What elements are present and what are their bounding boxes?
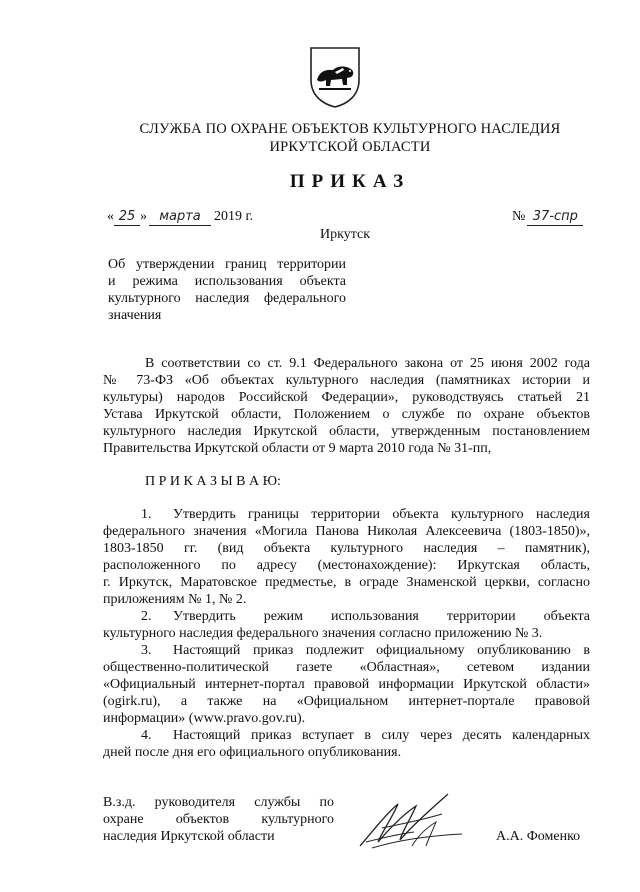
item-3-line-2: общественно-политической газете «Областная», сетевом издании [103, 660, 590, 675]
subject-line-2: и режима использования объекта [108, 274, 346, 289]
item-3-line-5: информации» (www.pravo.gov.ru). [103, 711, 306, 726]
orders-heading: П Р И К А З Ы В А Ю: [145, 474, 281, 489]
date-day-handwritten: 25 [114, 208, 140, 226]
preamble-paragraph [103, 355, 590, 457]
document-type-title: ПРИКАЗ [289, 171, 411, 192]
preamble-line-6: Правительства Иркутской области от 9 марта 2010 года № 31-пп, [103, 441, 492, 456]
organization-name-line1: СЛУЖБА ПО ОХРАНЕ ОБЪЕКТОВ КУЛЬТУРНОГО НАСЛЕДИЯ [139, 121, 561, 137]
item-1-number: 1. [141, 507, 152, 522]
document-subject [108, 256, 346, 324]
item-4-line-1: Настоящий приказ вступает в силу через десять календарных [173, 728, 590, 743]
item-4-number: 4. [141, 728, 152, 743]
item-1-line-2: федерального значения «Могила Панова Николая Алексеевича (1803-1850)», [103, 524, 590, 539]
coat-of-arms-emblem [307, 44, 363, 108]
position-line-3: наследия Иркутской области [103, 829, 275, 844]
position-line-2: охране объектов культурного [103, 812, 334, 827]
document-number [512, 208, 583, 226]
item-3-number: 3. [141, 643, 152, 658]
item-2-line-1: Утвердить режим использования территории объекта [173, 609, 590, 624]
item-3-line-1: Настоящий приказ подлежит официальному опубликованию в [173, 643, 590, 658]
item-3-line-4: (ogirk.ru), а также на «Официальном интернет-портале правовой [103, 694, 590, 709]
item-1-line-5: г. Иркутск, Маратовское предместье, в ограде Знаменской церкви, согласно [103, 575, 590, 590]
preamble-line-1: В соответствии со ст. 9.1 Федерального закона от 25 июня 2002 года [145, 356, 590, 371]
order-item-2 [103, 608, 590, 642]
item-1-line-4: расположенного по адресу (местонахождение): Иркутская область, [103, 558, 590, 573]
document-date [107, 208, 253, 226]
date-month-handwritten: марта [149, 208, 211, 226]
item-2-number: 2. [141, 609, 152, 624]
item-1-line-3: 1803-1850 гг. (вид объекта культурного наследия – памятник), [103, 541, 590, 556]
subject-line-4: значения [108, 308, 162, 323]
signatory-position [103, 794, 334, 845]
subject-line-3: культурного наследия федерального [108, 291, 346, 306]
document-city: Иркутск [320, 227, 371, 242]
preamble-line-4: Устава Иркутской области, Положением о службе по охране объектов [103, 407, 590, 422]
position-line-1: В.з.д. руководителя службы по [103, 795, 334, 810]
date-year: 2019 г. [214, 209, 254, 224]
number-sign: № [512, 209, 526, 224]
preamble-line-2: № 73-ФЗ «Об объектах культурного наследия (памятниках истории и [103, 373, 590, 388]
signatory-name: А.А. Фоменко [496, 829, 581, 844]
order-item-3 [103, 642, 590, 727]
date-open-quote: « [107, 209, 114, 224]
order-item-4 [103, 727, 590, 761]
item-3-line-3: «Официальный интернет-портал правовой информации Иркутской области» [103, 677, 590, 692]
date-close-quote: » [140, 209, 147, 224]
subject-line-1: Об утверждении границ территории [108, 257, 346, 272]
preamble-line-5: культурного наследия Иркутской области, утвержденным постановлением [103, 424, 590, 439]
item-1-line-6: приложениям № 1, № 2. [103, 592, 247, 607]
number-handwritten: 37-спр [527, 208, 583, 226]
handwritten-signature [352, 784, 472, 858]
item-2-line-2: культурного наследия федерального значения согласно приложению № 3. [103, 626, 543, 641]
order-item-1 [103, 506, 590, 608]
item-1-line-1: Утвердить границы территории объекта культурного наследия [173, 507, 590, 522]
preamble-line-3: культуры) народов Российской Федерации», руководствуясь статьей 21 [103, 390, 590, 405]
item-4-line-2: дней после дня его официального опубликования. [103, 745, 402, 760]
organization-name-line2: ИРКУТСКОЙ ОБЛАСТИ [269, 139, 431, 155]
